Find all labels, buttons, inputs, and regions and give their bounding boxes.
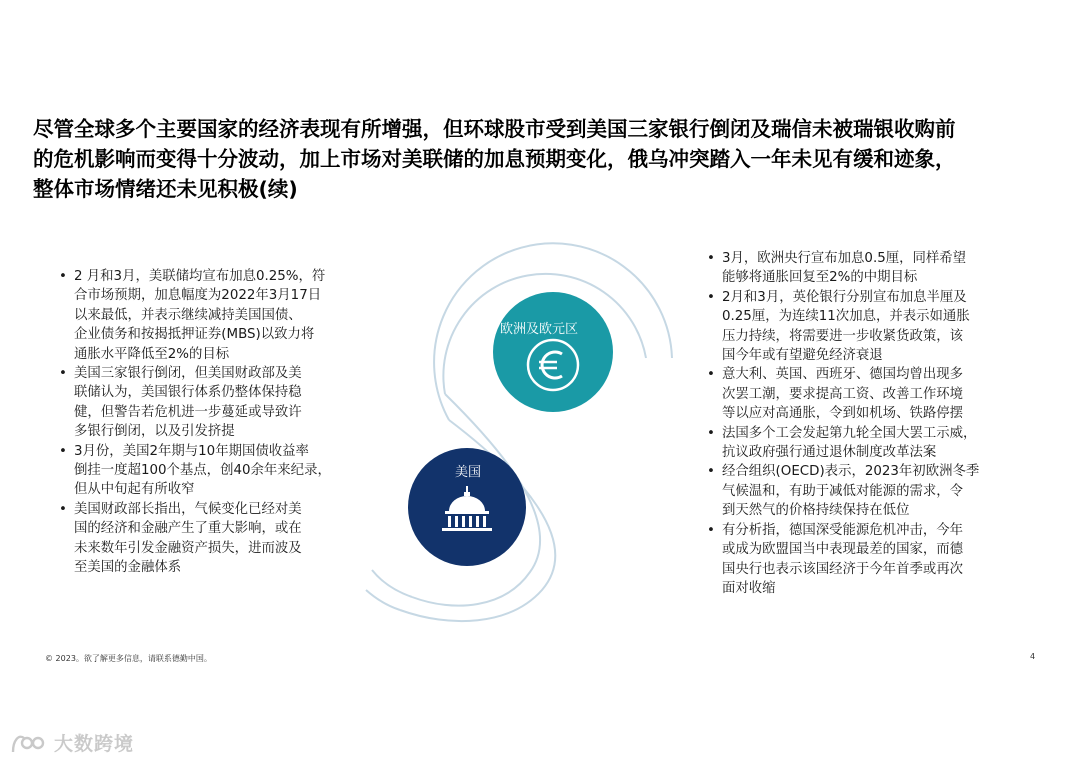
title-line-1: 尽管全球多个主要国家的经济表现有所增强，但环球股市受到美国三家银行倒闭及瑞信未被瑞银收购前 — [33, 117, 956, 141]
eurozone-bullet-list — [705, 249, 1035, 598]
list-item: • 美国财政部长指出，气候变化已经对美 国的经济和金融产生了重大影响，或在 未来数年引发金融资产损失，进而波及 至美国的金融体系 — [57, 500, 377, 578]
euro-icon — [525, 337, 581, 393]
usa-bullet-list — [57, 267, 377, 578]
list-item: • 法国多个工会发起第九轮全国大罢工示威， 抗议政府强行通过退休制度改革法案 — [705, 424, 1035, 463]
list-item: • 有分析指，德国深受能源危机冲击，今年 或成为欧盟国当中表现最差的国家，而德 国央行也表示该国经济于今年首季或再次 面对收缩 — [705, 521, 1035, 599]
watermark-logo-icon — [10, 730, 48, 756]
list-item: • 经合组织(OECD)表示，2023年初欧洲冬季 气候温和，有助于减低对能源的需求，令 到天然气的价格持续保持在低位 — [705, 462, 1035, 520]
page-number: 4 — [1030, 652, 1036, 661]
watermark-text: 大数跨境 — [54, 733, 135, 755]
list-item: • 2 月和3月，美联储均宣布加息0.25%，符 合市场预期，加息幅度为2022年3月17日 以来最低，并表示继续减持美国国债、 企业债务和按揭抵押证券(MBS)以致力将 通胀水平降低至2%的目标 — [57, 267, 377, 364]
footer-copyright: © 2023。欲了解更多信息，请联系德勤中国。 — [45, 654, 212, 663]
list-item: • 3月，欧洲央行宣布加息0.5厘，同样希望 能够将通胀回复至2%的中期目标 — [705, 249, 1035, 288]
list-item: • 美国三家银行倒闭，但美国财政部及美 联储认为，美国银行体系仍整体保持稳 健，但警告若危机进一步蔓延或导致许 多银行倒闭，以及引发挤提 — [57, 364, 377, 442]
title-line-3: 整体市场情绪还未见积极(续) — [33, 177, 298, 201]
list-item: • 意大利、英国、西班牙、德国均曾出现多 次罢工潮，要求提高工资、改善工作环境 等以应对高通胀，令到如机场、铁路停摆 — [705, 365, 1035, 423]
usa-label: 美国 — [455, 465, 482, 480]
title-line-2: 的危机影响而变得十分波动，加上市场对美联储的加息预期变化，俄乌冲突踏入一年未见有缓和迹象， — [33, 147, 956, 171]
capitol-dome-icon — [437, 484, 497, 534]
eurozone-label: 欧洲及欧元区 — [500, 322, 579, 337]
watermark — [10, 729, 134, 756]
list-item: • 3月份，美国2年期与10年期国债收益率 倒挂一度超100个基点，创40余年来纪录， 但从中旬起有所收窄 — [57, 442, 377, 500]
list-item: • 2月和3月，英伦银行分别宣布加息半厘及 0.25厘，为连续11次加息，并表示如通胀 压力持续，将需要进一步收紧货政策，该 国今年或有望避免经济衰退 — [705, 288, 1035, 366]
